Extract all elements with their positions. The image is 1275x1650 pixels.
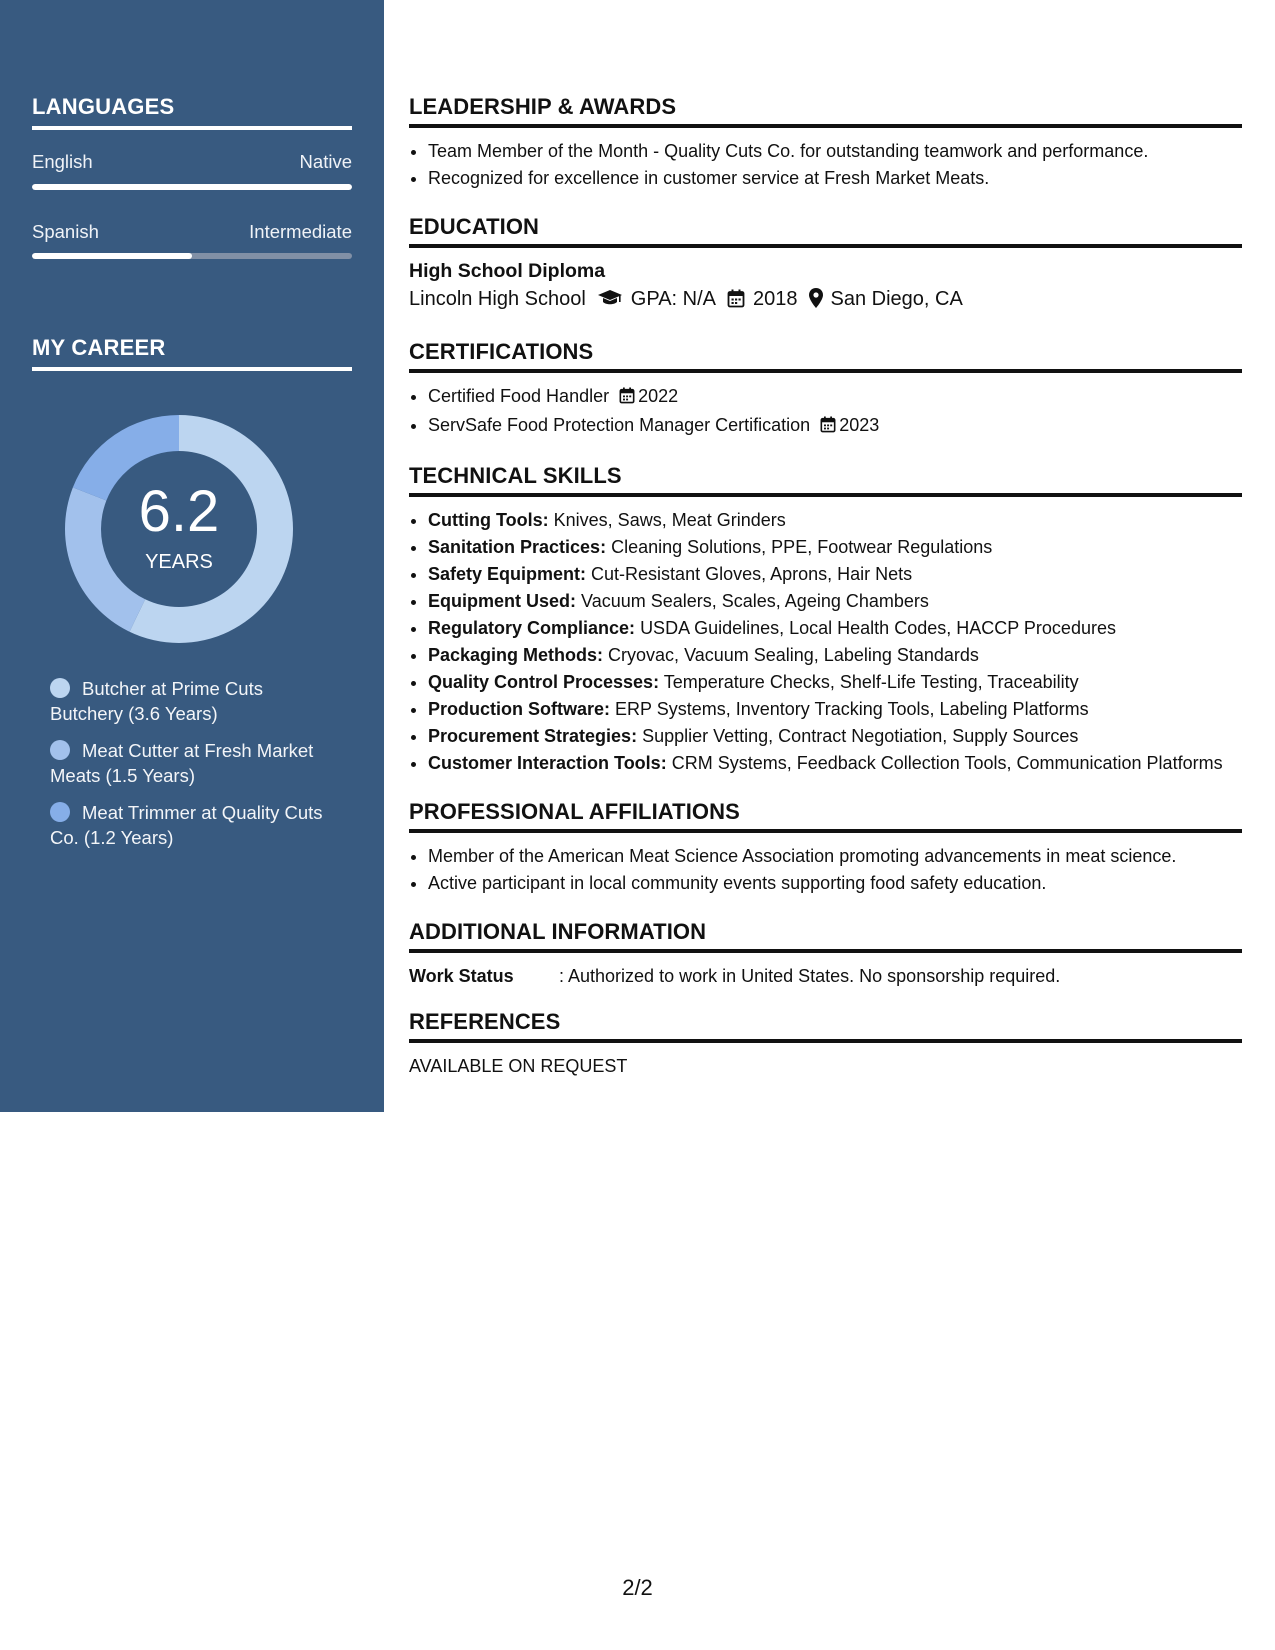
skill-label: Sanitation Practices:: [428, 537, 607, 557]
career-years-unit: YEARS: [145, 551, 213, 573]
language-bar-fill: [32, 253, 192, 259]
list-item: • Recognized for excellence in customer service at Fresh Market Meats.: [428, 165, 1242, 192]
skill-label: Packaging Methods:: [428, 645, 604, 665]
skill-label: Production Software:: [428, 699, 611, 719]
skill-item: [428, 615, 1242, 642]
skill-label: Quality Control Processes:: [428, 672, 660, 692]
education-location: San Diego, CA: [830, 288, 963, 310]
education-year: 2018: [753, 288, 798, 310]
calendar-icon: [820, 414, 836, 441]
skill-item: [428, 534, 1242, 561]
languages-title: LANGUAGES: [32, 94, 352, 130]
career-item: [50, 800, 340, 850]
skills-title: TECHNICAL SKILLS: [409, 463, 1242, 497]
language-row-english: [32, 151, 352, 173]
skill-value: Knives, Saws, Meat Grinders: [553, 510, 786, 530]
list-item: [428, 383, 1242, 412]
location-pin-icon: [809, 287, 823, 317]
skill-item: [428, 723, 1242, 750]
list-item: • Member of the American Meat Science Association promoting advancements in meat science.: [428, 843, 1242, 870]
education-school: Lincoln High School: [409, 288, 586, 310]
affiliations-list: [409, 843, 1242, 897]
sidebar: [0, 0, 384, 1112]
certification-name: Certified Food Handler: [428, 386, 610, 406]
skill-item: [428, 561, 1242, 588]
education-title: EDUCATION: [409, 214, 1242, 248]
skill-item: [428, 750, 1242, 777]
skill-value: Supplier Vetting, Contract Negotiation, Supply Sources: [642, 726, 1079, 746]
language-level: Native: [299, 151, 352, 172]
education-details: [409, 284, 1242, 317]
skill-value: Vacuum Sealers, Scales, Ageing Chambers: [581, 591, 929, 611]
skill-item: [428, 642, 1242, 669]
language-name: Spanish: [32, 221, 99, 242]
skill-value: Temperature Checks, Shelf-Life Testing, Traceability: [663, 672, 1079, 692]
career-title: MY CAREER: [32, 335, 352, 371]
work-status-value: : Authorized to work in United States. No sponsorship required.: [559, 966, 1061, 986]
graduation-cap-icon: [597, 287, 623, 317]
language-row-spanish: [32, 221, 352, 243]
list-item: • Active participant in local community events supporting food safety education.: [428, 870, 1242, 897]
references-title: REFERENCES: [409, 1009, 1242, 1043]
certification-year: 2022: [638, 386, 679, 406]
legend-dot-icon: [50, 678, 70, 698]
skill-item: [428, 696, 1242, 723]
certifications-title: CERTIFICATIONS: [409, 339, 1242, 373]
language-level: Intermediate: [249, 221, 352, 242]
skill-value: ERP Systems, Inventory Tracking Tools, Labeling Platforms: [615, 699, 1089, 719]
skill-item: [428, 507, 1242, 534]
calendar-icon: [727, 287, 745, 317]
skill-value: USDA Guidelines, Local Health Codes, HACCP Procedures: [640, 618, 1116, 638]
education-gpa: GPA: N/A: [630, 288, 716, 310]
leadership-title: LEADERSHIP & AWARDS: [409, 94, 1242, 128]
skill-label: Customer Interaction Tools:: [428, 753, 667, 773]
education-degree: High School Diploma: [409, 260, 606, 282]
calendar-icon: [619, 385, 635, 412]
career-item: [50, 676, 340, 726]
certifications-list: [409, 383, 1242, 441]
career-item-label: Meat Trimmer at Quality Cuts Co. (1.2 Years): [50, 802, 323, 848]
skill-value: Cut-Resistant Gloves, Aprons, Hair Nets: [591, 564, 913, 584]
skills-list: [409, 507, 1242, 777]
skill-label: Procurement Strategies:: [428, 726, 638, 746]
list-item: [428, 412, 1242, 441]
skill-value: Cryovac, Vacuum Sealing, Labeling Standards: [608, 645, 979, 665]
skill-value: CRM Systems, Feedback Collection Tools, Communication Platforms: [671, 753, 1223, 773]
work-status-row: [409, 963, 1242, 989]
skill-item: [428, 588, 1242, 615]
language-bar-english: [32, 184, 352, 190]
career-item: [50, 738, 340, 788]
skill-value: Cleaning Solutions, PPE, Footwear Regulations: [611, 537, 993, 557]
affiliations-title: PROFESSIONAL AFFILIATIONS: [409, 799, 1242, 833]
career-total-years: 6.2: [138, 479, 220, 544]
certification-year: 2023: [839, 415, 880, 435]
skill-label: Equipment Used:: [428, 591, 577, 611]
language-bar-fill: [32, 184, 352, 190]
work-status-label: Work Status: [409, 966, 514, 986]
main-column: [409, 94, 1242, 1079]
language-bar-spanish: [32, 253, 352, 259]
list-item: • Team Member of the Month - Quality Cuts Co. for outstanding teamwork and performance.: [428, 138, 1242, 165]
skill-item: [428, 669, 1242, 696]
legend-dot-icon: [50, 740, 70, 760]
certification-name: ServSafe Food Protection Manager Certification: [428, 415, 811, 435]
skill-label: Cutting Tools:: [428, 510, 549, 530]
language-name: English: [32, 151, 93, 172]
references-text: AVAILABLE ON REQUEST: [409, 1056, 628, 1076]
career-item-label: Meat Cutter at Fresh Market Meats (1.5 Years): [50, 740, 314, 786]
leadership-list: [409, 138, 1242, 192]
skill-label: Safety Equipment:: [428, 564, 587, 584]
career-legend: [50, 676, 340, 862]
skill-label: Regulatory Compliance:: [428, 618, 636, 638]
additional-info-title: ADDITIONAL INFORMATION: [409, 919, 1242, 953]
legend-dot-icon: [50, 802, 70, 822]
career-item-label: Butcher at Prime Cuts Butchery (3.6 Years): [50, 678, 263, 724]
page-number: 2/2: [622, 1575, 653, 1600]
